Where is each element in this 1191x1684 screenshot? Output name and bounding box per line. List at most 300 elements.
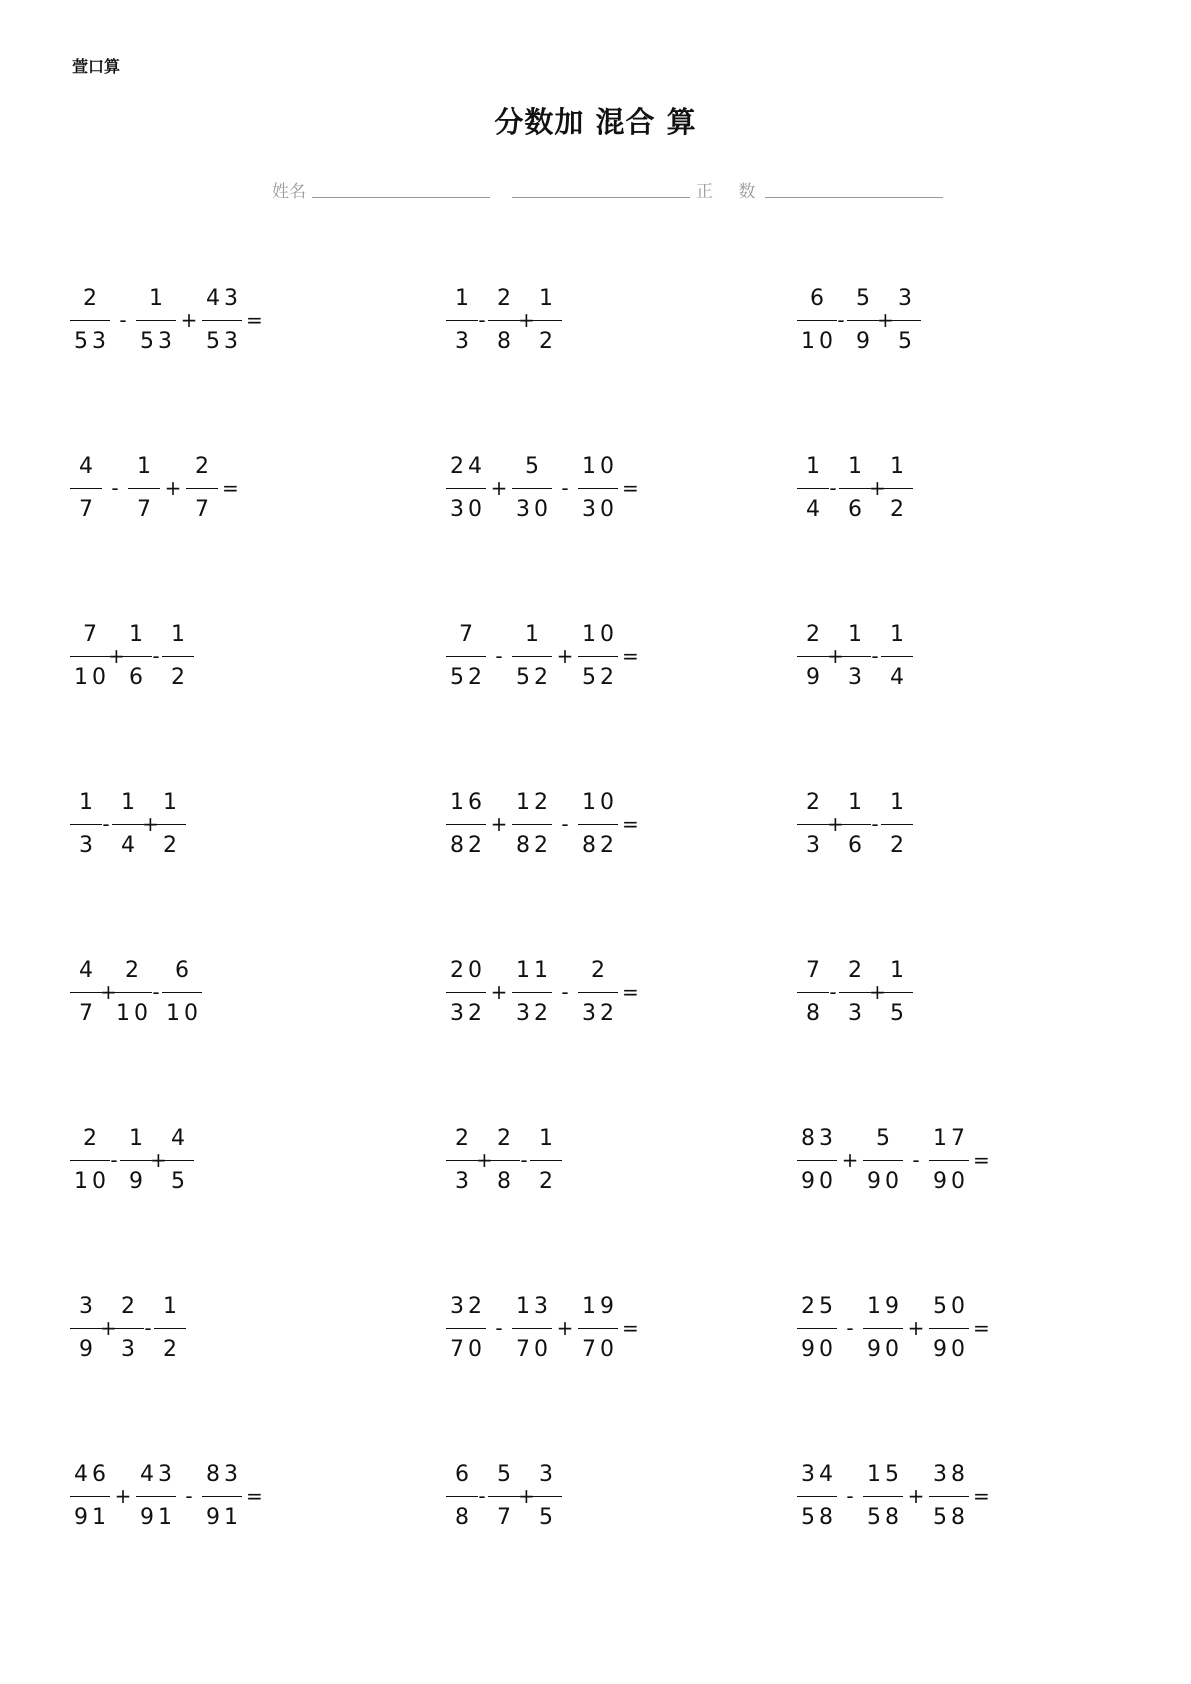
equals-sign: = [622, 980, 639, 1004]
fraction [120, 619, 152, 694]
fraction-bar [70, 824, 102, 825]
denominator: 82 [450, 832, 486, 858]
fraction [128, 451, 160, 526]
fraction [863, 1291, 903, 1366]
fraction-bar [446, 1160, 478, 1161]
denominator: 3 [848, 664, 866, 690]
numerator: 3 [898, 285, 916, 311]
denominator: 10 [116, 1000, 152, 1026]
operator: + [490, 812, 508, 836]
operator: - [871, 644, 879, 668]
fraction-bar [488, 1496, 520, 1497]
fraction [797, 955, 829, 1030]
operator: + [827, 812, 844, 836]
denominator: 10 [74, 1168, 110, 1194]
fraction-bar [797, 1496, 837, 1497]
fraction [881, 955, 913, 1030]
numerator: 2 [497, 285, 515, 311]
denominator: 7 [79, 496, 97, 522]
denominator: 2 [163, 832, 181, 858]
numerator: 1 [848, 789, 866, 815]
denominator: 3 [79, 832, 97, 858]
problem [430, 1112, 795, 1208]
numerator: 7 [459, 621, 477, 647]
problem [795, 272, 1150, 368]
operator: - [495, 1316, 503, 1340]
operator: - [520, 1148, 528, 1172]
page-title: 分数加 混合 算 [494, 105, 697, 139]
operator: + [100, 1316, 117, 1340]
fraction [863, 1123, 903, 1198]
fraction [797, 1291, 837, 1366]
operator: - [829, 980, 837, 1004]
denominator: 2 [171, 664, 189, 690]
fraction-bar [112, 1328, 144, 1329]
fraction [578, 787, 618, 862]
operator: + [164, 476, 182, 500]
fraction [446, 1459, 478, 1534]
denominator: 4 [890, 664, 908, 690]
fraction [186, 451, 218, 526]
operator: + [108, 644, 125, 668]
fraction-bar [797, 488, 829, 489]
problem [70, 1280, 430, 1376]
operator: - [871, 812, 879, 836]
fraction [488, 283, 520, 358]
denominator: 7 [195, 496, 213, 522]
fraction [881, 451, 913, 526]
fraction [446, 619, 486, 694]
numerator: 6 [175, 957, 193, 983]
numerator: 2 [121, 1293, 139, 1319]
extra-line [512, 177, 690, 198]
denominator: 70 [582, 1336, 618, 1362]
numerator: 2 [591, 957, 609, 983]
problem [430, 1448, 795, 1544]
denominator: 58 [933, 1504, 969, 1530]
numerator: 5 [876, 1125, 894, 1151]
operator: + [869, 476, 886, 500]
fraction [70, 1459, 110, 1534]
numerator: 1 [806, 453, 824, 479]
fraction-bar [70, 1160, 110, 1161]
fraction [488, 1459, 520, 1534]
problem [430, 1280, 795, 1376]
fraction-bar [112, 824, 144, 825]
fraction [512, 619, 552, 694]
numerator: 3 [79, 1293, 97, 1319]
equals-sign: = [222, 476, 239, 500]
numerator: 20 [450, 957, 486, 983]
fraction-bar [881, 656, 913, 657]
numerator: 2 [455, 1125, 473, 1151]
fraction [202, 1459, 242, 1534]
numerator: 1 [539, 285, 557, 311]
numerator: 10 [582, 621, 618, 647]
denominator: 30 [450, 496, 486, 522]
numerator: 2 [83, 285, 101, 311]
numerator: 1 [525, 621, 543, 647]
fraction-bar [512, 656, 552, 657]
denominator: 6 [848, 832, 866, 858]
numerator: 1 [890, 453, 908, 479]
fraction [578, 619, 618, 694]
numerator: 16 [450, 789, 486, 815]
fraction-bar [863, 1160, 903, 1161]
fraction [797, 283, 837, 358]
fraction-bar [530, 320, 562, 321]
fraction-bar [797, 992, 829, 993]
operator: - [846, 1484, 854, 1508]
denominator: 7 [497, 1504, 515, 1530]
fraction-bar [446, 656, 486, 657]
denominator: 53 [206, 328, 242, 354]
operator: + [869, 980, 886, 1004]
fraction-bar [446, 992, 486, 993]
numerator: 7 [806, 957, 824, 983]
fraction-bar [530, 1496, 562, 1497]
fraction [162, 1123, 194, 1198]
denominator: 6 [848, 496, 866, 522]
operator: + [142, 812, 159, 836]
fraction-bar [446, 488, 486, 489]
problem [795, 440, 1150, 536]
problem-grid [70, 272, 1150, 1530]
problem [795, 1280, 1150, 1376]
fraction-bar [446, 1328, 486, 1329]
operator: - [495, 644, 503, 668]
fraction-bar [530, 1160, 562, 1161]
fraction-bar [929, 1160, 969, 1161]
operator: - [561, 476, 569, 500]
operator: + [476, 1148, 493, 1172]
denominator: 32 [450, 1000, 486, 1026]
fraction [847, 283, 879, 358]
score-line [765, 177, 943, 198]
denominator: 3 [848, 1000, 866, 1026]
problem [795, 776, 1150, 872]
fraction [446, 787, 486, 862]
numerator: 50 [933, 1293, 969, 1319]
fraction-bar [847, 320, 879, 321]
fraction [446, 451, 486, 526]
numerator: 19 [867, 1293, 903, 1319]
name-score-bar [272, 176, 943, 202]
numerator: 13 [516, 1293, 552, 1319]
problem [795, 944, 1150, 1040]
numerator: 25 [801, 1293, 837, 1319]
denominator: 90 [933, 1336, 969, 1362]
fraction-bar [578, 656, 618, 657]
corner-label: 萱口算 [72, 57, 121, 76]
denominator: 58 [801, 1504, 837, 1530]
fraction [797, 1123, 837, 1198]
fraction [162, 619, 194, 694]
numerator: 11 [516, 957, 552, 983]
fraction-bar [154, 1328, 186, 1329]
numerator: 1 [149, 285, 167, 311]
denominator: 8 [806, 1000, 824, 1026]
fraction [112, 1291, 144, 1366]
fraction-bar [202, 320, 242, 321]
fraction-bar [488, 320, 520, 321]
fraction-bar [512, 488, 552, 489]
denominator: 7 [137, 496, 155, 522]
numerator: 1 [121, 789, 139, 815]
fraction-bar [797, 320, 837, 321]
numerator: 6 [455, 1461, 473, 1487]
numerator: 24 [450, 453, 486, 479]
operator: + [100, 980, 117, 1004]
operator: - [478, 308, 486, 332]
operator: + [827, 644, 844, 668]
denominator: 52 [516, 664, 552, 690]
numerator: 1 [890, 789, 908, 815]
numerator: 12 [516, 789, 552, 815]
denominator: 5 [898, 328, 916, 354]
fraction [578, 1291, 618, 1366]
problem [70, 1448, 430, 1544]
denominator: 82 [516, 832, 552, 858]
fraction [530, 1123, 562, 1198]
equals-sign: = [973, 1316, 990, 1340]
numerator: 15 [867, 1461, 903, 1487]
operator: - [110, 1148, 118, 1172]
fraction [512, 955, 552, 1030]
denominator: 4 [121, 832, 139, 858]
fraction-bar [202, 1496, 242, 1497]
operator: + [114, 1484, 132, 1508]
problem [795, 608, 1150, 704]
operator: + [180, 308, 198, 332]
equals-sign: = [246, 308, 263, 332]
numerator: 2 [848, 957, 866, 983]
problem [70, 776, 430, 872]
numerator: 4 [79, 957, 97, 983]
denominator: 8 [455, 1504, 473, 1530]
numerator: 1 [455, 285, 473, 311]
fraction [70, 619, 110, 694]
numerator: 6 [810, 285, 828, 311]
operator: + [150, 1148, 167, 1172]
denominator: 30 [516, 496, 552, 522]
numerator: 10 [582, 789, 618, 815]
denominator: 70 [516, 1336, 552, 1362]
denominator: 7 [79, 1000, 97, 1026]
fraction [70, 1291, 102, 1366]
fraction [797, 787, 829, 862]
denominator: 82 [582, 832, 618, 858]
fraction [578, 955, 618, 1030]
denominator: 5 [539, 1504, 557, 1530]
numerator: 1 [848, 453, 866, 479]
fraction [839, 619, 871, 694]
fraction-bar [162, 1160, 194, 1161]
equals-sign: = [622, 476, 639, 500]
denominator: 8 [497, 328, 515, 354]
fraction [929, 1459, 969, 1534]
numerator: 5 [497, 1461, 515, 1487]
equals-sign: = [973, 1484, 990, 1508]
operator: - [185, 1484, 193, 1508]
numerator: 2 [83, 1125, 101, 1151]
denominator: 91 [206, 1504, 242, 1530]
fraction-bar [70, 992, 102, 993]
operator: - [561, 812, 569, 836]
problem [795, 1448, 1150, 1544]
fraction [839, 787, 871, 862]
numerator: 4 [79, 453, 97, 479]
fraction-bar [889, 320, 921, 321]
equals-sign: = [622, 812, 639, 836]
denominator: 58 [867, 1504, 903, 1530]
denominator: 90 [867, 1336, 903, 1362]
fraction [70, 1123, 110, 1198]
fraction-bar [881, 992, 913, 993]
denominator: 9 [856, 328, 874, 354]
numerator: 5 [525, 453, 543, 479]
problem [430, 776, 795, 872]
numerator: 83 [206, 1461, 242, 1487]
denominator: 90 [867, 1168, 903, 1194]
score-label: 正 数 [696, 182, 766, 202]
fraction [512, 1291, 552, 1366]
fraction-bar [578, 992, 618, 993]
fraction-bar [112, 992, 152, 993]
fraction-bar [70, 1328, 102, 1329]
fraction-bar [512, 1328, 552, 1329]
fraction [512, 451, 552, 526]
problem [70, 1112, 430, 1208]
denominator: 2 [539, 1168, 557, 1194]
operator: - [102, 812, 110, 836]
denominator: 32 [516, 1000, 552, 1026]
operator: + [490, 476, 508, 500]
fraction [929, 1123, 969, 1198]
fraction [112, 787, 144, 862]
numerator: 1 [539, 1125, 557, 1151]
fraction [881, 619, 913, 694]
operator: - [561, 980, 569, 1004]
denominator: 52 [450, 664, 486, 690]
denominator: 90 [801, 1168, 837, 1194]
fraction-bar [881, 824, 913, 825]
denominator: 3 [806, 832, 824, 858]
numerator: 43 [140, 1461, 176, 1487]
numerator: 2 [195, 453, 213, 479]
fraction-bar [881, 488, 913, 489]
fraction-bar [512, 824, 552, 825]
fraction-bar [797, 656, 829, 657]
numerator: 32 [450, 1293, 486, 1319]
fraction-bar [70, 656, 110, 657]
numerator: 1 [163, 789, 181, 815]
fraction [488, 1123, 520, 1198]
fraction-bar [797, 1160, 837, 1161]
fraction-bar [446, 1496, 478, 1497]
operator: + [518, 1484, 535, 1508]
fraction-bar [797, 824, 829, 825]
denominator: 90 [801, 1336, 837, 1362]
fraction [70, 955, 102, 1030]
problem [430, 440, 795, 536]
operator: - [152, 980, 160, 1004]
fraction-bar [70, 1496, 110, 1497]
denominator: 2 [890, 496, 908, 522]
fraction-bar [863, 1328, 903, 1329]
denominator: 3 [121, 1336, 139, 1362]
problem [70, 272, 430, 368]
fraction-bar [136, 1496, 176, 1497]
numerator: 2 [806, 621, 824, 647]
denominator: 9 [806, 664, 824, 690]
fraction [446, 283, 478, 358]
problem [795, 1112, 1150, 1208]
fraction [863, 1459, 903, 1534]
numerator: 4 [171, 1125, 189, 1151]
numerator: 7 [83, 621, 101, 647]
fraction-bar [839, 992, 871, 993]
fraction-bar [863, 1496, 903, 1497]
operator: + [490, 980, 508, 1004]
fraction [70, 787, 102, 862]
fraction [881, 787, 913, 862]
operator: - [837, 308, 845, 332]
equals-sign: = [622, 1316, 639, 1340]
denominator: 5 [890, 1000, 908, 1026]
numerator: 43 [206, 285, 242, 311]
denominator: 91 [74, 1504, 110, 1530]
numerator: 1 [129, 621, 147, 647]
numerator: 10 [582, 453, 618, 479]
denominator: 3 [455, 328, 473, 354]
operator: + [556, 1316, 574, 1340]
fraction [154, 787, 186, 862]
fraction-bar [488, 1160, 520, 1161]
fraction [120, 1123, 152, 1198]
fraction-bar [70, 488, 102, 489]
problem [70, 440, 430, 536]
problem [70, 944, 430, 1040]
numerator: 1 [848, 621, 866, 647]
denominator: 53 [140, 328, 176, 354]
numerator: 1 [171, 621, 189, 647]
operator: - [912, 1148, 920, 1172]
denominator: 70 [450, 1336, 486, 1362]
fraction [929, 1291, 969, 1366]
operator: - [152, 644, 160, 668]
fraction-bar [578, 488, 618, 489]
numerator: 1 [79, 789, 97, 815]
fraction [797, 1459, 837, 1534]
fraction [446, 1291, 486, 1366]
fraction [136, 283, 176, 358]
operator: + [841, 1148, 859, 1172]
fraction [446, 955, 486, 1030]
denominator: 2 [163, 1336, 181, 1362]
denominator: 10 [801, 328, 837, 354]
fraction-bar [929, 1328, 969, 1329]
denominator: 6 [129, 664, 147, 690]
numerator: 2 [125, 957, 143, 983]
operator: - [119, 308, 127, 332]
fraction [839, 451, 871, 526]
denominator: 90 [933, 1168, 969, 1194]
numerator: 38 [933, 1461, 969, 1487]
operator: - [846, 1316, 854, 1340]
fraction [797, 451, 829, 526]
fraction [70, 283, 110, 358]
